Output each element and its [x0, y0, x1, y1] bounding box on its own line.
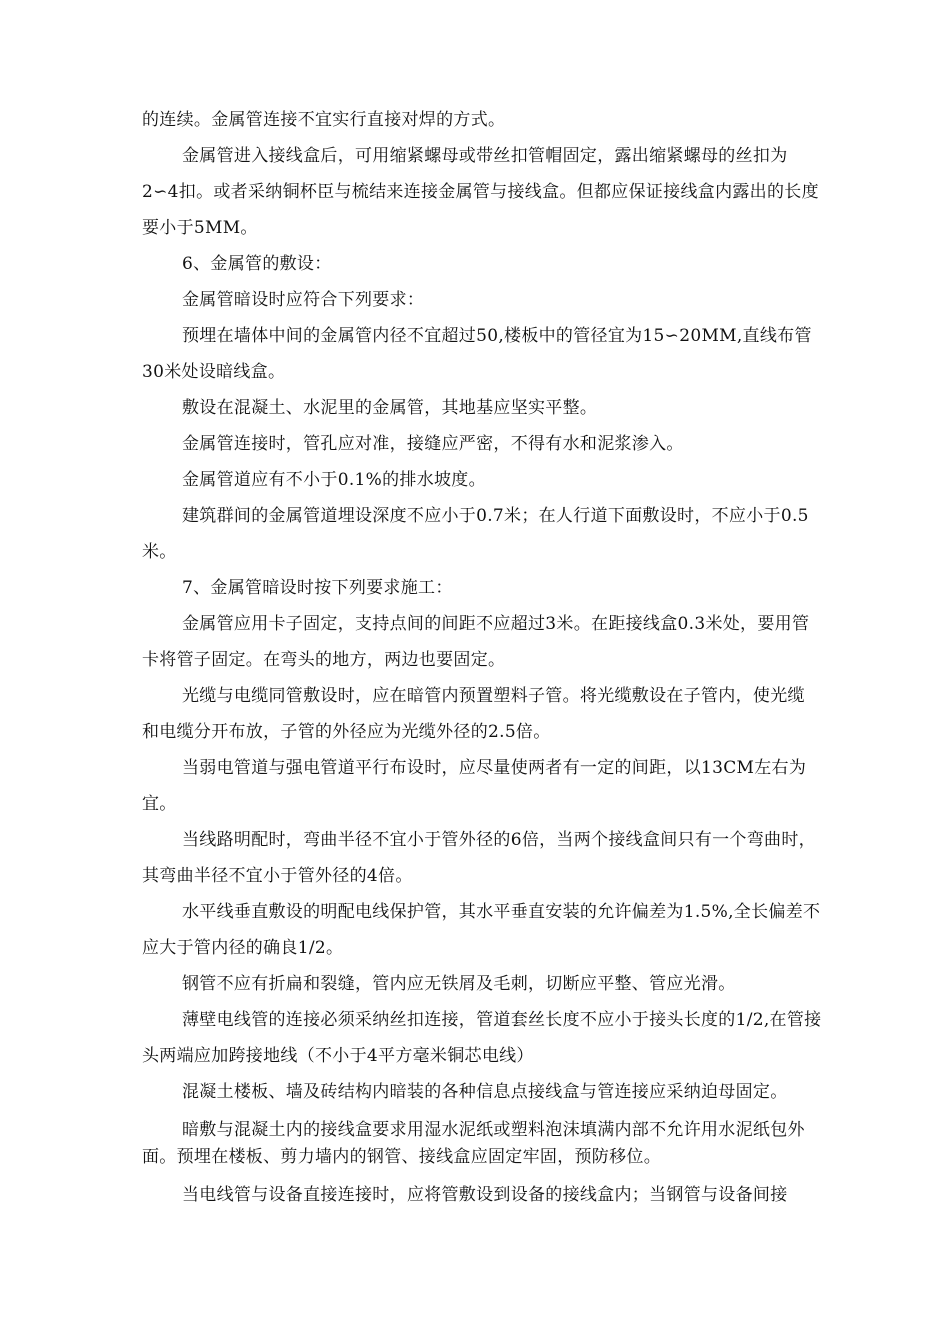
- section-heading-7: 7、金属管暗设时按下列要求施工：: [182, 578, 453, 598]
- paragraph-4: 金属管暗设时应符合下列要求：: [182, 290, 425, 310]
- paragraph-14: 当线路明配时，弯曲半径不宜小于管外径的6倍，当两个接线盒间只有一个弯曲时，其弯曲半径不宜小于管外径的4倍。: [142, 830, 816, 886]
- paragraph-9: 建筑群间的金属管道埋设深度不应小于0.7米；在人行道下面敷设时，不应小于0.5米。: [142, 506, 809, 562]
- paragraph-16: 钢管不应有折扁和裂缝，管内应无铁屑及毛刺，切断应平整、管应光滑。: [182, 974, 736, 994]
- paragraph-17: 薄壁电线管的连接必须采纳丝扣连接，管道套丝长度不应小于接头长度的1/2,在管接头两端应加跨接地线（不小于4平方毫米铜芯电线）: [142, 1010, 822, 1066]
- section-heading-6: 6、金属管的敷设：: [182, 254, 332, 274]
- paragraph-11: 金属管应用卡子固定，支持点间的间距不应超过3米。在距接线盒0.3米处，要用管卡将管子固定。在弯头的地方，两边也要固定。: [142, 614, 810, 670]
- paragraph-19: 暗敷与混凝土内的接线盒要求用湿水泥纸或塑料泡沫填满内部不允许用水泥纸包外面。预埋在楼板、剪力墙内的钢管、接线盒应固定牢固，预防移位。: [142, 1120, 805, 1167]
- paragraph-7: 金属管连接时，管孔应对准，接缝应严密，不得有水和泥浆渗入。: [182, 434, 684, 454]
- paragraph-1: 的连续。金属管连接不宜实行直接对焊的方式。: [142, 110, 506, 130]
- paragraph-20: 当电线管与设备直接连接时，应将管敷设到设备的接线盒内；当钢管与设备间接: [182, 1185, 788, 1205]
- paragraph-13: 当弱电管道与强电管道平行布设时，应尽量使两者有一定的间距，以13CM左右为宜。: [142, 758, 807, 814]
- paragraph-8: 金属管道应有不小于0.1%的排水坡度。: [182, 470, 486, 490]
- paragraph-5: 预埋在墙体中间的金属管内径不宜超过50,楼板中的管径宜为15∽20MM,直线布管30米处设暗线盒。: [142, 326, 812, 382]
- paragraph-2: 金属管进入接线盒后，可用缩紧螺母或带丝扣管帽固定，露出缩紧螺母的丝扣为2∽4扣。或者采纳铜杯臣与梳结来连接金属管与接线盒。但都应保证接线盒内露出的长度要小于5MM。: [142, 146, 819, 238]
- paragraph-12: 光缆与电缆同管敷设时，应在暗管内预置塑料子管。将光缆敷设在子管内，使光缆和电缆分开布放，子管的外径应为光缆外径的2.5倍。: [142, 686, 805, 742]
- paragraph-15: 水平线垂直敷设的明配电线保护管，其水平垂直安装的允许偏差为1.5%,全长偏差不应大于管内径的确良1/2。: [142, 902, 821, 958]
- paragraph-18: 混凝土楼板、墙及砖结构内暗装的各种信息点接线盒与管连接应采纳迫母固定。: [182, 1082, 788, 1102]
- document-body: [142, 102, 822, 1213]
- paragraph-6: 敷设在混凝土、水泥里的金属管，其地基应坚实平整。: [182, 398, 598, 418]
